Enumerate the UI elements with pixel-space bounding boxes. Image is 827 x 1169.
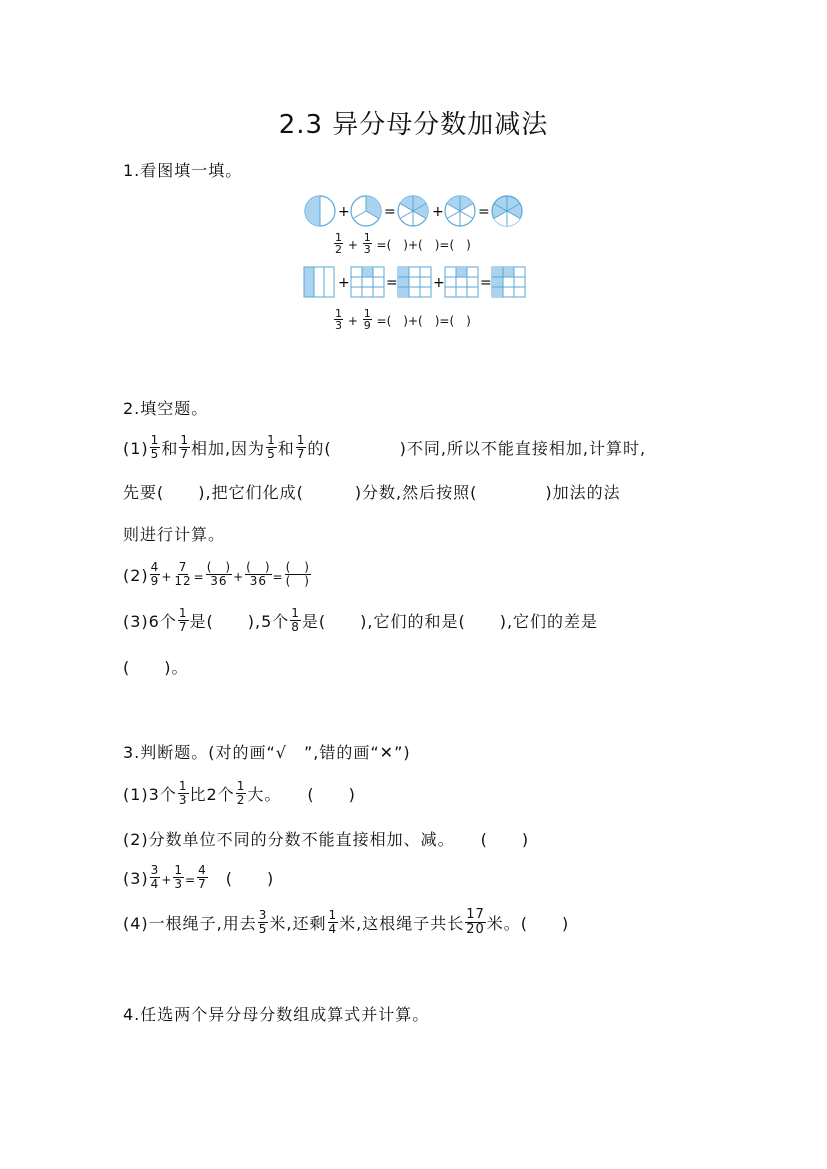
plus-sign: + <box>338 275 350 291</box>
q2-part1-line1: (1) $\frac{1}{5}$ 和 $\frac{1}{7}$ 相加,因为 $\frac{1}{5}$ 和 $\frac{1}{7}$ 的( )不同,所以不能直接相加,计算时, <box>123 433 647 461</box>
fraction: $\frac{1}{4}$ <box>328 908 338 936</box>
fraction: $\frac{1}{3}$ <box>335 307 342 332</box>
fraction: $\frac{1}{2}$ <box>236 779 246 807</box>
q3-heading: 3.判断题。(对的画“√ ”,错的画“✕”) <box>123 743 411 762</box>
fraction[interactable]: $\frac{( )}{( )}$ <box>285 560 310 588</box>
equals-sign: = <box>384 204 396 220</box>
answer-blank[interactable]: 的( )不同,所以不能直接相加,计算时, <box>307 439 647 458</box>
fraction: $\frac{1}{2}$ <box>335 231 342 256</box>
fraction: $\frac{1}{3}$ <box>363 231 371 256</box>
circle-third-icon <box>351 196 381 226</box>
q1-row1-equation <box>333 231 471 257</box>
fraction: $\frac{1}{9}$ <box>363 307 371 332</box>
q3-part4[interactable]: (4)一根绳子,用去 $\frac{3}{5}$ 米,还剩 $\frac{1}{4}$ 米,这根绳子共长 $\frac{17}{20}$ 米。( ) <box>123 907 570 937</box>
q2-part3-line1[interactable]: (3)6个 $\frac{1}{7}$ 是( ),5个 $\frac{1}{8}$ 是( ),它们的和是( ),它们的差是 <box>123 606 599 634</box>
fraction: $\frac{1}{8}$ <box>291 606 300 634</box>
q3-part1[interactable]: (1)3个 $\frac{1}{3}$ 比2个 $\frac{1}{2}$ 大。 ( ) <box>123 779 356 807</box>
q2-part3-line2[interactable]: ( )。 <box>123 658 189 677</box>
fraction: $\frac{4}{7}$ <box>198 863 207 891</box>
rect-ninths-icon-c <box>445 267 478 297</box>
fraction: $\frac{7}{12}$ <box>174 560 192 588</box>
q4-heading: 4.任选两个异分母分数组成算式并计算。 <box>123 1005 430 1024</box>
fraction: $\frac{4}{9}$ <box>150 560 160 588</box>
circle-half-icon <box>305 196 335 226</box>
equals-sign: = <box>478 204 490 220</box>
q2-part1-line3: 则进行计算。 <box>123 525 226 544</box>
plus-sign: + <box>338 204 350 220</box>
q3-part2[interactable]: (2)分数单位不同的分数不能直接相加、减。 ( ) <box>123 830 530 849</box>
circle-sixths-icon-c <box>492 196 522 226</box>
fraction[interactable]: $\frac{( )}{36}$ <box>206 560 232 588</box>
equals-sign: = <box>480 275 492 291</box>
fraction: $\frac{1}{7}$ <box>178 606 188 634</box>
q1-row2-equation <box>333 307 471 333</box>
circle-sixths-icon-a <box>398 196 428 226</box>
fraction: $\frac{17}{20}$ <box>466 907 485 937</box>
fraction: $\frac{1}{3}$ <box>178 779 188 807</box>
answer-blanks[interactable]: =( )+( )=( ) <box>376 314 471 328</box>
q1-circle-figure <box>300 192 530 232</box>
fraction: $\frac{1}{5}$ <box>267 433 276 461</box>
rect-ninths-icon-b <box>398 267 431 297</box>
fraction: $\frac{1}{7}$ <box>180 433 189 461</box>
fraction: $\frac{1}{3}$ <box>174 863 184 891</box>
q2-part2[interactable]: (2) $\frac{4}{9}$ + $\frac{7}{12}$ = $\frac{( )}{36}$ + $\frac{( )}{36}$ = $\frac{( )}{( )}$ <box>123 560 310 588</box>
plus-sign: + <box>347 314 358 328</box>
q1-rect-figure <box>302 265 527 301</box>
page-title: 2.3 异分母分数加减法 <box>278 110 549 140</box>
q3-part3[interactable]: (3) $\frac{3}{4}$ + $\frac{1}{3}$ = $\frac{4}{7}$ ( ) <box>123 863 275 891</box>
q2-heading: 2.填空题。 <box>123 399 209 418</box>
plus-sign: + <box>433 275 445 291</box>
plus-sign: + <box>347 238 358 252</box>
fraction: $\frac{1}{7}$ <box>296 433 306 461</box>
fraction: $\frac{1}{5}$ <box>150 433 160 461</box>
plus-sign: + <box>432 204 444 220</box>
rect-thirds-icon <box>304 267 334 297</box>
fraction: $\frac{3}{4}$ <box>150 863 160 891</box>
q1-heading: 1.看图填一填。 <box>123 161 243 180</box>
fraction[interactable]: $\frac{( )}{36}$ <box>246 560 271 588</box>
rect-ninths-icon-d <box>492 267 525 297</box>
q2-part1-line2[interactable]: 先要( ),把它们化成( )分数,然后按照( )加法的法 <box>123 483 621 502</box>
fraction: $\frac{3}{5}$ <box>258 908 268 936</box>
answer-blanks[interactable]: =( )+( )=( ) <box>376 238 471 252</box>
equals-sign: = <box>386 275 398 291</box>
rect-ninths-icon <box>351 267 384 297</box>
circle-sixths-icon-b <box>445 196 475 226</box>
